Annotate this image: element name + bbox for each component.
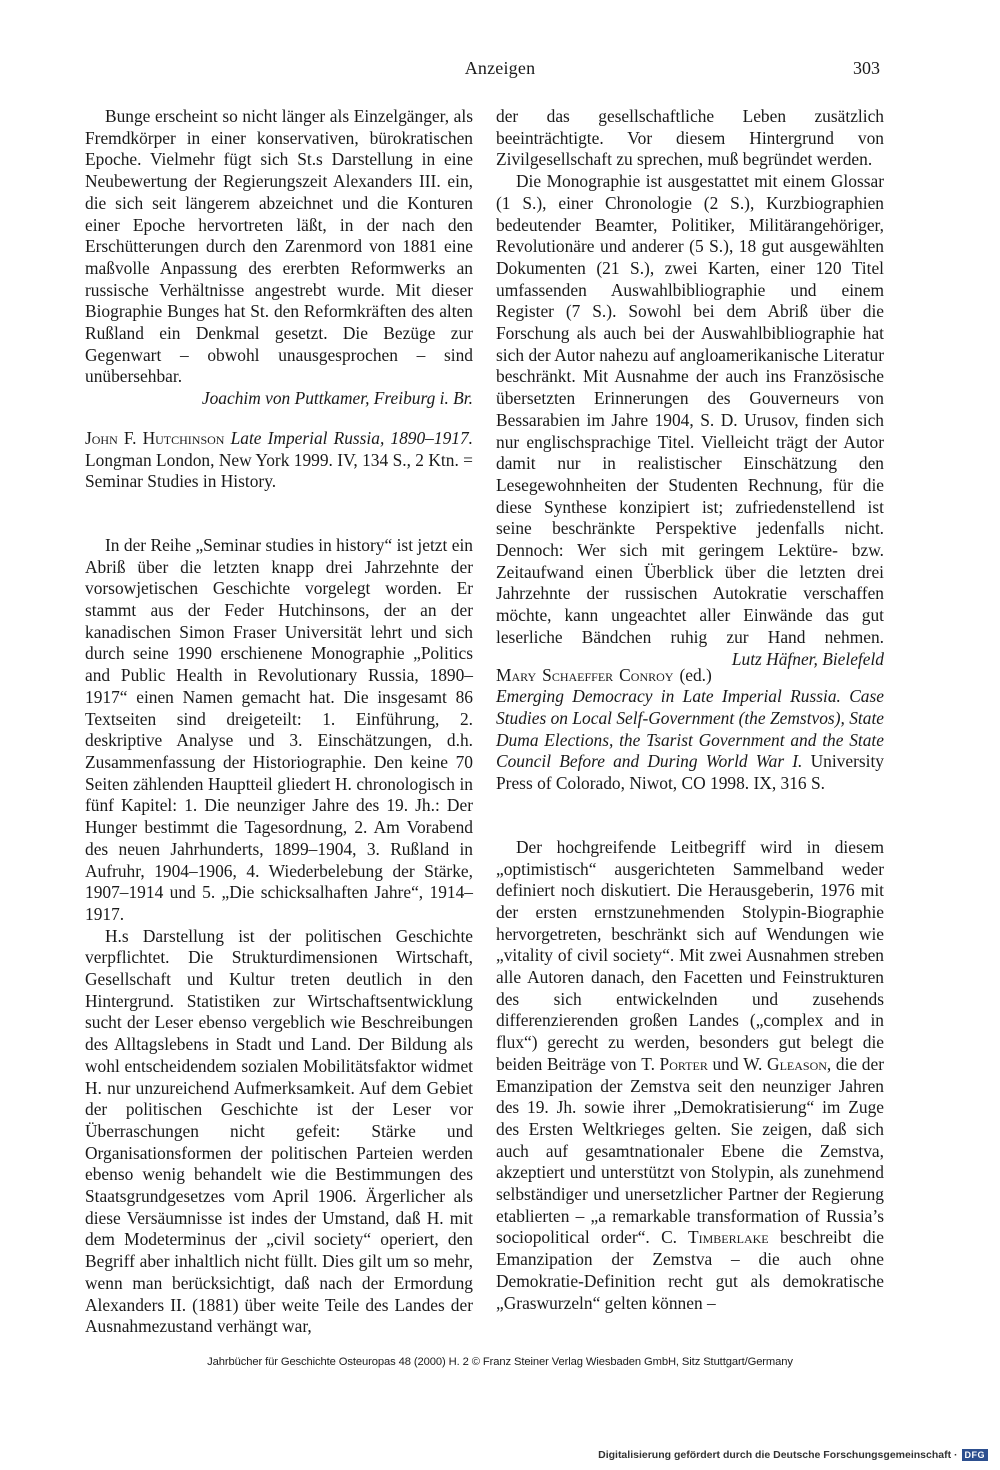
right-column	[496, 106, 884, 1314]
review3-text-d: beschreibt die Emanzipation der Zemstva – die auch ohne Demokratie-Definition recht gut als demokratische „Graswurzeln“ gelten können –	[496, 1227, 884, 1313]
review2-title: Late Imperial Russia, 1890–1917.	[230, 427, 473, 448]
review2-bibliographic-entry	[85, 428, 473, 493]
dfg-logo-icon: DFG	[962, 1449, 989, 1461]
review3-text-a: Der hochgreifende Leitbegriff wird in diesem „optimistisch“ ausgerichteten Sammelband weder definiert noch diskutiert. Die Herausgeberin, 1976 mit der ersten ernstzunehmenden Stolypin-Biographie hervorgetreten, beschränkt sich auf Wendungen wie „vitality of civil society“. Mit zwei Ausnahmen streben alle Autoren danach, den Facetten und Feinstrukturen des sich entwickelnden und zusehends differenzierenden großen Landes („complex and in flux“) gerecht zu werden, besonders gut belegt die beiden Beiträge von	[496, 836, 884, 1074]
review3-author: Mary Schaeffer Conroy	[496, 664, 674, 685]
review3-bibliographic-entry	[496, 665, 884, 795]
review2-signature: Lutz Häfner, Bielefeld	[731, 648, 884, 669]
review3-publication: University Press of Colorado, Niwot, CO 1998. IX, 316 S.	[496, 751, 884, 794]
review3-paragraph-1	[496, 837, 884, 1314]
review2-paragraph-3	[496, 171, 884, 669]
review2-paragraph-2-continued: der das gesellschaftliche Leben zusätzlich beeinträchtigte. Vor diesem Hintergrund von Zivilgesellschaft zu sprechen, muß begründet werden.	[496, 106, 884, 170]
running-head: Anzeigen	[464, 58, 536, 78]
review3-name-timberlake: C. Timberlake	[661, 1227, 769, 1248]
review1-final-paragraph: Bunge erscheint so nicht länger als Einzelgänger, als Fremdkörper in einer konservativen, bürokratischen Epoche. Vielmehr fügt sich St.s Darstellung in eine Neubewertung der Regierungszeit Alexanders III. ein, die sich seit längerem abzeichnet und die Konturen einer Epoche hervortreten läßt, in der nach den Erschütterungen durch den Zarenmord von 1881 eine maßvolle Anpassung des ererbten Reformwerks an russische Verhältnisse angestrebt wurde. Mit dieser Biographie Bunges hat St. den Reformkräften des alten Rußland ein Denkmal gesetzt. Die Bezüge zur Gegenwart – obwohl unausgesprochen – sind unübersehbar.	[85, 106, 473, 387]
review3-name-gleason: W. Gleason,	[743, 1053, 832, 1074]
left-column	[85, 106, 473, 1338]
review3-title: Emerging Democracy in Late Imperial Russia. Case Studies on Local Self-Government (the Zemstvos), State Duma Elections, the Tsarist Government and the State Council Before and During World War I.	[496, 686, 884, 772]
review2-publication: Longman London, New York 1999. IV, 134 S., 2 Ktn. = Seminar Studies in History.	[85, 449, 473, 492]
review2-paragraph-3-text: Die Monographie ist ausgestattet mit einem Glossar (1 S.), einer Chronologie (2 S.), Kurzbiographien bedeutender Beamter, Politiker, Militärangehöriger, Revolutionäre und anderer (5 S.), 18 gut ausgewählten Dokumenten (21 S.), zwei Karten, einer 120 Titel umfassenden Auswahlbibliographie und einem Register (7 S.). Sowohl bei dem Abriß über die Forschung als auch bei der Auswahlbibliographie hat sich der Autor nahezu auf angloamerikanische Literatur beschränkt. Mit Ausnahme der auch ins Französische übersetzten Erinnerungen des Gouverneurs von Bessarabien im Jahre 1904, S. D. Urusov, finden sich nur englischsprachige Titel. Vielleicht trägt der Autor damit nur in realistischer Einschätzung den Lesegewohnheiten der Studenten Rechnung, für die diese Synthese konzipiert ist; zufriedenstellend ist seine beschränkte Perspektive jedenfalls nicht. Dennoch: Wer sich mit geringem Lektüre- bzw. Zeitaufwand einen Überblick über die letzten drei Jahrzehnte der russischen Autokratie verschaffen möchte, kann ungeachtet aller Einwände das gut leserliche Bändchen ruhig zur Hand nehmen.	[496, 171, 884, 647]
review2-paragraph-1: In der Reihe „Seminar studies in history“ ist jetzt ein Abriß über die letzten knapp drei Jahrzehnte der vorsowjetischen Geschichte vorgelegt worden. Er stammt aus der Feder Hutchinsons, der an der kanadischen Simon Fraser Universität lehrt und sich durch seine 1990 erschienene Monographie „Politics and Public Health in Revolutionary Russia, 1890–1917“ einen Namen gemacht hat. Die insgesamt 86 Textseiten sind dreigeteilt: 1. Einführung, 2. deskriptive Analyse und 3. Einschätzungen, d.h. Zusammenfassung der Historiographie. Den keine 70 Seiten zählenden Hauptteil gliedert H. chronologisch in fünf Kapitel: 1. Die neunziger Jahre des 19. Jh.: Der Hunger bestimmt die Tagesordnung, 2. Am Vorabend des neuen Jahrhunderts, 1899–1904, 3. Rußland in Aufruhr, 1904–1906, 4. Wiederbelebung der Stärke, 1907–1914 und 5. „Die schicksalhaften Jahre“, 1914–1917.	[85, 534, 473, 924]
journal-footer: Jahrbücher für Geschichte Osteuropas 48 (2000) H. 2 © Franz Steiner Verlag Wiesbaden GmbH, Sitz Stuttgart/Germany	[207, 1356, 793, 1368]
review3-text-c: die der Emanzipation der Zemstva seit den neunziger Jahren des 19. Jh. sowie ihrer „Demokratisierung“ im Zuge des Ersten Weltkrieges gelten. Sie zeigen, daß sich auch auf gesamtnationaler Ebene die Zemstva, akzeptiert und unterstützt von Stolypin, als zunehmend selbständiger und unersetzlicher Partner der Regierung etablierten – „a remarkable transformation of Russia’s sociopolitical order“.	[496, 1053, 884, 1248]
review1-signature: Joachim von Puttkamer, Freiburg i. Br.	[201, 388, 473, 409]
page-number: 303	[853, 58, 880, 78]
review3-editor-mark: (ed.)	[679, 664, 712, 685]
dfg-credit-text: Digitalisierung gefördert durch die Deutsche Forschungsgemeinschaft ·	[598, 1449, 958, 1461]
review3-text-b: und	[712, 1053, 739, 1074]
review2-paragraph-2: H.s Darstellung ist der politischen Geschichte verpflichtet. Die Strukturdimensionen Wirtschaft, Gesellschaft und Kultur treten deutlich in den Hintergrund. Statistiken zur Wirtschaftsentwicklung sucht der Leser ebenso vergeblich wie Beschreibungen des Alltagslebens in Stadt und Land. Der Bildung als wohl entscheidendem sozialen Mobilitätsfaktor widmet H. nur unzureichend Aufmerksamkeit. Auf dem Gebiet der politischen Geschichte ist der Leser vor Überraschungen nicht gefeit: Stärke und Organisationsformen der politischen Parteien werden ebenso wenig behandelt wie die Bestimmungen des Staatsgrundgesetzes vom April 1906. Ärgerlicher als diese Versäumnisse ist indes der Umstand, daß H. mit dem Modeterminus der „civil society“ operiert, den Begriff aber inhaltlich nicht füllt. Dies gilt um so mehr, wenn man berücksichtigt, daß nach der Ermordung Alexanders II. (1881) über weite Teile des Landes der Ausnahmezustand verhängt war,	[85, 925, 473, 1337]
review2-author: John F. Hutchinson	[85, 427, 225, 448]
review3-name-porter: T. Porter	[641, 1053, 708, 1074]
dfg-credit	[598, 1449, 988, 1461]
